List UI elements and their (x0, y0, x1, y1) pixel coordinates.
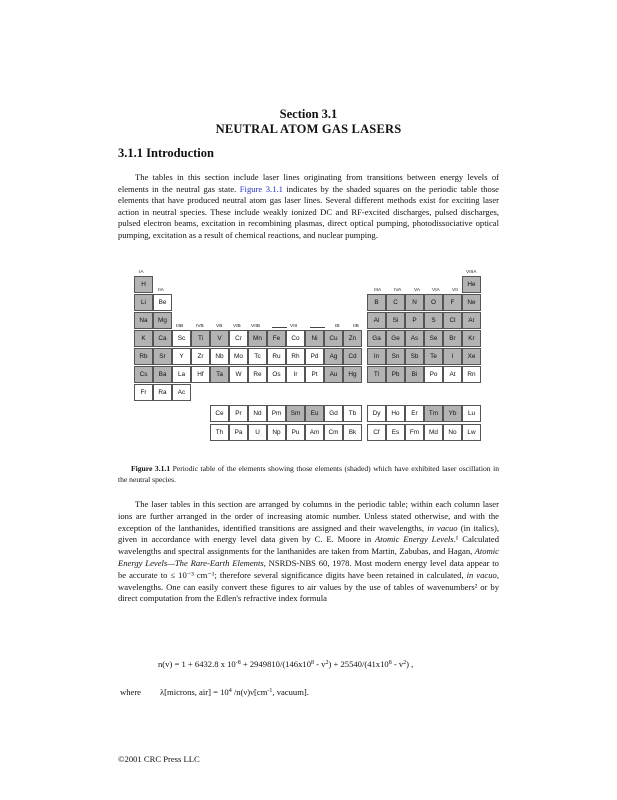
body-text: , NSRDS-NBS 60, 1978. Most modern energy level data appear to be accurate to ≤ 10⁻³ cm⁻¹; therefore several significance digits have been retained in calculated, (118, 557, 499, 580)
group-divider (272, 327, 287, 328)
group-label-IIIA: IIIA (374, 288, 382, 293)
element-cell-hf: Hf (191, 366, 210, 383)
element-cell-cl: Cl (443, 312, 462, 329)
element-cell-pm: Pm (267, 405, 286, 422)
formula-part: , vacuum]. (272, 687, 309, 697)
element-cell-rb: Rb (134, 348, 153, 365)
element-cell-zn: Zn (343, 330, 362, 347)
element-cell-p: P (405, 312, 424, 329)
element-cell-ne: Ne (462, 294, 481, 311)
group-label-VIIB: VIIB (251, 324, 261, 329)
formula-exponent: 4 (228, 688, 232, 694)
element-cell-am: Am (305, 424, 324, 441)
element-cell-in: In (367, 348, 386, 365)
element-cell-y: Y (172, 348, 191, 365)
element-cell-sb: Sb (405, 348, 424, 365)
element-cell-ir: Ir (286, 366, 305, 383)
element-cell-sn: Sn (386, 348, 405, 365)
element-cell-md: Md (424, 424, 443, 441)
element-cell-sc: Sc (172, 330, 191, 347)
element-cell-fe: Fe (267, 330, 286, 347)
element-cell-pt: Pt (305, 366, 324, 383)
element-cell-tm: Tm (424, 405, 443, 422)
element-cell-u: U (248, 424, 267, 441)
element-cell-no: No (443, 424, 462, 441)
element-cell-na: Na (134, 312, 153, 329)
element-cell-er: Er (405, 405, 424, 422)
element-cell-tb: Tb (343, 405, 362, 422)
element-cell-c: C (386, 294, 405, 311)
element-cell-ag: Ag (324, 348, 343, 365)
body-text: , wavelengths. One can easily convert these figures to air values by the use of tables of wavenumbers² or by direct computation from the Edlen's refractive index formula (118, 569, 499, 604)
element-cell-ga: Ga (367, 330, 386, 347)
element-cell-si: Si (386, 312, 405, 329)
group-label-IIA: IIA (158, 288, 164, 293)
element-cell-la: La (172, 366, 191, 383)
element-cell-tc: Tc (248, 348, 267, 365)
element-cell-w: W (229, 366, 248, 383)
group-label-IA: IA (139, 270, 144, 275)
formula-exponent: 8 (311, 660, 314, 666)
element-cell-cd: Cd (343, 348, 362, 365)
element-cell-ge: Ge (386, 330, 405, 347)
element-cell-pd: Pd (305, 348, 324, 365)
element-cell-pa: Pa (229, 424, 248, 441)
body-italic: Atomic Energy Levels—The Rare-Earth Elements (118, 546, 499, 568)
element-cell-np: Np (267, 424, 286, 441)
element-cell-lu: Lu (462, 405, 481, 422)
element-cell-ti: Ti (191, 330, 210, 347)
element-cell-al: Al (367, 312, 386, 329)
group-label-VB: VB (216, 324, 223, 329)
where-label: where (120, 687, 141, 697)
element-cell-ni: Ni (305, 330, 324, 347)
element-cell-fr: Fr (134, 384, 153, 401)
element-cell-ce: Ce (210, 405, 229, 422)
element-cell-ho: Ho (386, 405, 405, 422)
element-cell-mn: Mn (248, 330, 267, 347)
group-label-VIA: VIA (432, 288, 440, 293)
element-cell-gd: Gd (324, 405, 343, 422)
element-cell-cr: Cr (229, 330, 248, 347)
subsection-heading: 3.1.1 Introduction (118, 146, 214, 160)
element-cell-ra: Ra (153, 384, 172, 401)
element-cell-cm: Cm (324, 424, 343, 441)
element-cell-nd: Nd (248, 405, 267, 422)
edlen-formula (158, 659, 413, 669)
element-cell-po: Po (424, 366, 443, 383)
element-cell-xe: Xe (462, 348, 481, 365)
element-cell-nb: Nb (210, 348, 229, 365)
element-cell-f: F (443, 294, 462, 311)
element-cell-i: I (443, 348, 462, 365)
element-cell-pu: Pu (286, 424, 305, 441)
formula-part: ) , (406, 659, 414, 669)
formula-exponent: 2 (403, 660, 407, 666)
group-label-IIB: IIB (353, 324, 359, 329)
element-cell-cf: Cf (367, 424, 386, 441)
element-cell-mo: Mo (229, 348, 248, 365)
formula-part: ) + 25540/(41x10 (328, 659, 389, 669)
element-cell-au: Au (324, 366, 343, 383)
group-label-VA: VA (414, 288, 421, 293)
element-cell-cu: Cu (324, 330, 343, 347)
element-cell-kr: Kr (462, 330, 481, 347)
element-cell-li: Li (134, 294, 153, 311)
group-label-IB: IB (335, 324, 340, 329)
group-divider (310, 327, 325, 328)
formula-part: + 2949810/(146x10 (240, 659, 311, 669)
formula-exponent: 2 (325, 660, 329, 666)
element-cell-dy: Dy (367, 405, 386, 422)
element-cell-zr: Zr (191, 348, 210, 365)
figure-link[interactable]: Figure 3.1.1 (239, 183, 283, 194)
element-cell-rn: Rn (462, 366, 481, 383)
body-italic: Atomic Energy Levels (375, 534, 454, 545)
formula-part: - v (391, 659, 404, 669)
element-cell-k: K (134, 330, 153, 347)
element-cell-as: As (405, 330, 424, 347)
section-title: NEUTRAL ATOM GAS LASERS (215, 122, 402, 136)
body-text: (in italics), given in accordance with energy level data given by C. E. Moore in (118, 522, 499, 545)
element-cell-o: O (424, 294, 443, 311)
intro-text-a: The tables in this section include laser lines originating from transitions between energy levels of elements in the neutral gas state. (118, 172, 499, 194)
intro-paragraph (118, 172, 499, 242)
group-label-IVB: IVB (196, 324, 204, 329)
body-italic: in vacuo (466, 569, 497, 580)
figure-caption-text: Periodic table of the elements showing those elements (shaded) which have exhibited laser oscillation in the neutral species. (118, 464, 499, 484)
element-cell-mg: Mg (153, 312, 172, 329)
wavelength-formula (160, 687, 309, 697)
element-cell-v: V (210, 330, 229, 347)
element-cell-sm: Sm (286, 405, 305, 422)
element-cell-re: Re (248, 366, 267, 383)
element-cell-se: Se (424, 330, 443, 347)
element-cell-cs: Cs (134, 366, 153, 383)
body-paragraph (118, 499, 499, 605)
element-cell-n: N (405, 294, 424, 311)
body-text: .¹ Calculated wavelengths and spectral assignments for the lanthanides are taken from Martin, Zabubas, and Hagan, (118, 534, 499, 557)
figure-caption (118, 463, 499, 485)
group-label-VIB: VIB (233, 324, 241, 329)
group-label-VII: VII (452, 288, 458, 293)
element-cell-te: Te (424, 348, 443, 365)
formula-exponent: -8 (235, 660, 241, 666)
group-label-IIIB: IIIB (176, 324, 184, 329)
element-cell-hg: Hg (343, 366, 362, 383)
element-cell-pb: Pb (386, 366, 405, 383)
element-cell-at: At (443, 366, 462, 383)
body-text: The laser tables in this section are arranged by columns in the periodic table; within each column laser ions are further arranged in the order of increasing atomic number. Unless stated otherwise, and with the exception of the lanthanides, identified transitions are assigned and their wavelengths, (118, 499, 499, 533)
element-cell-ru: Ru (267, 348, 286, 365)
formula-exponent: 8 (388, 660, 392, 666)
element-cell-pr: Pr (229, 405, 248, 422)
element-cell-lw: Lw (462, 424, 481, 441)
element-cell-s: S (424, 312, 443, 329)
element-cell-rh: Rh (286, 348, 305, 365)
element-cell-ba: Ba (153, 366, 172, 383)
element-cell-br: Br (443, 330, 462, 347)
element-cell-be: Be (153, 294, 172, 311)
element-cell-es: Es (386, 424, 405, 441)
formula-part: - v (314, 659, 326, 669)
group-label-IVA: IVA (394, 288, 402, 293)
group-label-VIIIA: VIIIA (466, 270, 477, 275)
element-cell-ac: Ac (172, 384, 191, 401)
formula-part: λ[microns, air] = 10 (160, 687, 229, 697)
element-cell-co: Co (286, 330, 305, 347)
element-cell-sr: Sr (153, 348, 172, 365)
element-cell-eu: Eu (305, 405, 324, 422)
element-cell-bi: Bi (405, 366, 424, 383)
copyright-footer: ©2001 CRC Press LLC (118, 754, 200, 764)
element-cell-yb: Yb (443, 405, 462, 422)
figure-caption-label: Figure 3.1.1 (131, 464, 171, 473)
element-cell-th: Th (210, 424, 229, 441)
element-cell-he: He (462, 276, 481, 293)
intro-text-b: indicates by the shaded squares on the periodic table those elements that have produced neutral atom gas laser lines. Several different methods exist for exciting laser action in neutral species. These include weakly ionized DC and RF-excited discharges, pulsed discharges, pulsed electron beams, excitation in recombining plasmas, direct optical pumping, photodissociative optical pumping, excitation as a result of chemical reactions, and nuclear pumping. (118, 183, 499, 240)
formula-part: n(v) = 1 + 6432.8 x 10 (158, 659, 236, 669)
element-cell-ta: Ta (210, 366, 229, 383)
element-cell-ca: Ca (153, 330, 172, 347)
formula-exponent: -1 (267, 688, 273, 694)
group-label-VIII: VIII (290, 324, 298, 329)
element-cell-ar: Ar (462, 312, 481, 329)
formula-part: /n(ν)ν[cm (231, 687, 268, 697)
element-cell-b: B (367, 294, 386, 311)
body-italic: in vacuo (427, 522, 458, 533)
element-cell-os: Os (267, 366, 286, 383)
element-cell-tl: Tl (367, 366, 386, 383)
element-cell-fm: Fm (405, 424, 424, 441)
element-cell-bk: Bk (343, 424, 362, 441)
section-label: Section 3.1 (279, 107, 338, 121)
element-cell-h: H (134, 276, 153, 293)
